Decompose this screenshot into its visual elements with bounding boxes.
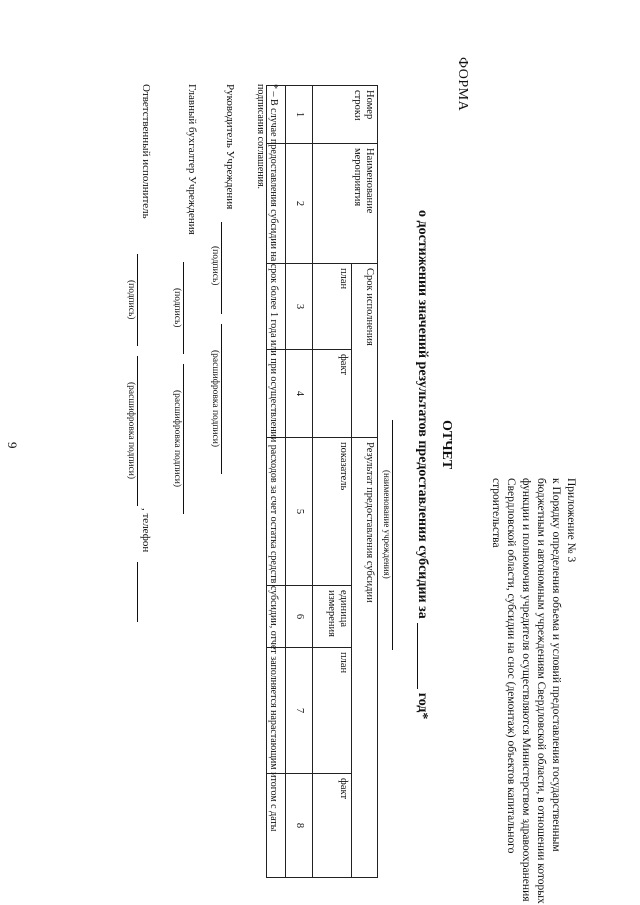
header-activity: Наименование мероприятия [313, 144, 378, 264]
year-blank [417, 623, 418, 689]
column-number: 4 [286, 350, 313, 438]
appendix-line: функции и полномочия учредителя осуществляются Министерством здравоохранения [520, 478, 532, 902]
column-number: 5 [286, 438, 313, 586]
header-deadline-plan: план [313, 264, 352, 350]
column-number: 6 [286, 586, 313, 648]
appendix-line: Свердловской области, субсидии на снос (демонтаж) объектов капитального [505, 478, 517, 854]
head-decode-line [221, 324, 222, 474]
footnote: * – В случае предоставления субсидии на срок более 1 года или при осуществлении расходов за счет остатка средств субсидии, отчет заполняется нарастающим итогом с даты подписания соглашения. [255, 84, 279, 832]
head-signature-label: Руководитель Учреждения [224, 84, 236, 210]
executor-signature-line [137, 254, 138, 346]
head-signature-line [221, 222, 222, 314]
appendix-line: бюджетным и автономным учреждениям Свердловской области, в отношении которых [535, 478, 547, 904]
column-number: 8 [286, 774, 313, 878]
accountant-signature-label: Главный бухгалтер Учреждения [186, 84, 198, 235]
phone-label: , телефон [140, 508, 152, 553]
head-decode-caption: (расшифровка подписи) [210, 350, 220, 447]
organization-line [392, 420, 393, 650]
executor-decode-line [137, 356, 138, 506]
header-result-fact: факт [313, 774, 352, 878]
appendix-line: строительства [490, 478, 502, 548]
column-number: 7 [286, 648, 313, 774]
column-number: 3 [286, 264, 313, 350]
header-result-plan: план [313, 648, 352, 774]
phone-line [137, 562, 138, 622]
appendix-line: к Порядку определения объема и условий предоставления государственным [550, 478, 562, 852]
executor-signature-caption: (подпись) [126, 280, 136, 320]
column-number-row [286, 86, 313, 878]
report-subtitle-text: о достижении значений результатов предоставления субсидии за [415, 210, 430, 619]
executor-signature-label: Ответственный исполнитель [140, 84, 152, 219]
header-result: Результат предоставления субсидии [352, 438, 378, 878]
header-indicator: показатель [313, 438, 352, 586]
accountant-decode-line [183, 364, 184, 514]
form-label: ФОРМА [455, 57, 470, 112]
head-signature-caption: (подпись) [210, 246, 220, 286]
report-subtitle-year: год* [415, 692, 430, 720]
executor-decode-caption: (расшифровка подписи) [126, 382, 136, 479]
column-number: 2 [286, 144, 313, 264]
header-deadline-fact: факт [313, 350, 352, 438]
table-header-row [352, 86, 378, 878]
column-number: 1 [286, 86, 313, 144]
page-number: 9 [5, 442, 20, 449]
report-table [266, 85, 378, 878]
header-unit: единица измерения [313, 586, 352, 648]
organization-caption: (наименование учреждения) [382, 470, 392, 579]
report-subtitle [414, 210, 430, 719]
header-row-number: Номер строки [313, 86, 378, 144]
appendix-line: Приложение № 3 [565, 478, 577, 563]
accountant-decode-caption: (расшифровка подписи) [172, 390, 182, 487]
accountant-signature-caption: (подпись) [172, 288, 182, 328]
appendix-block [488, 478, 578, 904]
accountant-signature-line [183, 262, 184, 354]
header-deadline: Срок исполнения [352, 264, 378, 438]
report-title: ОТЧЕТ [439, 420, 454, 470]
